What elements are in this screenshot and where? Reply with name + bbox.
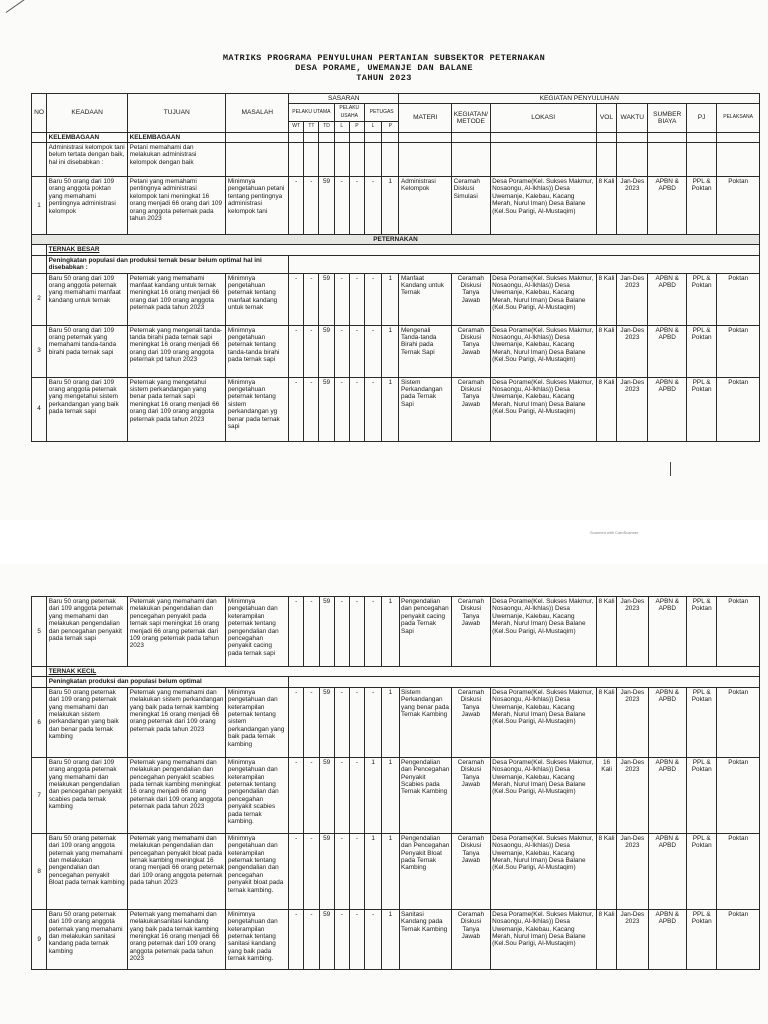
ternak-besar-intro-row (32, 255, 760, 273)
header-tujuan: TUJUAN (128, 94, 226, 133)
header-tt: TT (304, 122, 319, 132)
header-keadaan: KEADAAN (47, 94, 128, 133)
table-row: 3 Baru 50 orang dari 109 orang peternak yang memahami tanda-tanda birahi pada ternak sapi Peternak yang mengenali tanda-tanda birahi pada ternak sapi meningkat 16 orang menjadi 66 orang dari 109 orang anggota peternak pd tahun 2023 Minimnya pengetahuan peternak tentang tanda-tanda birahi pada ternak sapi - - 59 - - - 1 Mengenali Tanda-tanda Birahi pada Ternak Sapi Ceramah Diskusi Tanya Jawab Desa Porame(Kel. Sukses Makmur, Nosaongu, Al-Ikhlas)) Desa Uwemanje, Kalebau, Kacang Merah, Nurul Iman) Desa Balane (Kel.Sou Parigi, Al-Mustaqim) 8 Kali Jan-Des 2023 APBN & APBD PPL & Poktan Poktan (32, 325, 760, 377)
header-sumber-biaya: SUMBER BIAYA (648, 104, 686, 132)
header-petugas: PETUGAS (364, 104, 398, 122)
kelembagaan-intro-tujuan: Petani memahami dan melakukan administrasi kelompok dengan baik (128, 143, 226, 177)
scanner-watermark: Scanned with CamScanner (590, 530, 639, 535)
header-metode: KEGIATAN/ METODE (452, 104, 490, 132)
header-l-usaha: L (334, 122, 349, 132)
table-row: 1 Baru 50 orang dari 109 orang anggota poktan yang memahami pentingnya administrasi kelompok Petani yang memahami pentingnya administrasi kelompok tani meningkat 16 orang menjadi 66 orang dari 109 orang anggota peternak pada tahun 2023 Minimnya pengetahuan petani tentang pentingnya administrasi kelompok tani - - 59 - - - 1 Administrasi Kelompok Ceramah Diskusi Simulasi Desa Porame(Kel. Sukses Makmur, Nosaongu, Al-Ikhlas)) Desa Uwemanje, Kalebau, Kacang Merah, Nurul Iman) Desa Balane (Kel.Sou Parigi, Al-Mustaqim) 8 Kali Jan-Des 2023 APBN & APBD PPL & Poktan Poktan (32, 177, 760, 235)
kelembagaan-label-row (32, 132, 760, 142)
header-lokasi: LOKASI (490, 104, 596, 132)
header-row-1 (32, 94, 760, 104)
ternak-kecil-label: TERNAK KECIL (47, 667, 760, 677)
header-td: TD (319, 122, 334, 132)
ternak-besar-intro: Peningkatan populasi dan produksi ternak besar belum optimal hal ini disebabkan : (47, 255, 289, 273)
header-no: NO (32, 94, 47, 133)
ternak-kecil-row (32, 667, 760, 677)
header-sasaran: SASARAN (289, 94, 399, 104)
table-row: 9 Baru 50 orang peternak dari 109 orang anggota peternak yang memahami dan melakukan sanitasi kandang pada ternak kambing Peternak yang memahami dan melakukansanitasi kandang yang baik pada ternak kambing meningkat 16 orang menjadi 66 orang peternak dari 109 orang anggota peternak pada tahun 2023 Minimnya pengetahuan dan keterampilan peternak tentang sanitasi kandang yang baik pada ternak kambing. - - 59 - - - 1 Sanitasi Kandang pada Ternak Kambing Ceramah Diskusi Tanya Jawab Desa Porame(Kel. Sukses Makmur, Nosaongu, Al-Ikhlas)) Desa Uwemanje, Kalebau, Kacang Merah, Nurul Iman) Desa Balane (Kel.Sou Parigi, Al-Mustaqim) 8 Kali Jan-Des 2023 APBN & APBD PPL & Poktan Poktan (32, 909, 760, 969)
header-p-petugas: P (382, 122, 399, 132)
table-row: 6 Baru 50 orang peternak dari 109 orang peternak yang memahami dan melakukan sistem perkandangan yang baik dan benar pada ternak kambing Peternak yang memahami dan melakukan sistem perkandangan yang baik pada ternak kambing meningkat 16 orang menjadi 66 orang peternak dari 109 orang peternak pada tahun 2023 Minimnya pengetahuan dan keterampilan peternak tentang sistem perkandangan yang baik pada ternak kambing - - 59 - - - 1 Sistem Perkandangan yang benar pada Ternak Kambing Ceramah Diskusi Tanya Jawab Desa Porame(Kel. Sukses Makmur, Nosaongu, Al-Ikhlas)) Desa Uwemanje, Kalebau, Kacang Merah, Nurul Iman) Desa Balane (Kel.Sou Parigi, Al-Mustaqim) 8 Kali Jan-Des 2023 APBN & APBD PPL & Poktan Poktan (32, 687, 760, 757)
table-row: 7 Baru 50 orang dari 109 orang anggota peternak yang memahami dan melakukan pengendalian dan pencegahan penyakit scabies pada ternak kambing Peternak yang memahami dan melakukan pengendalian dan pencegahan penyakit scabies pada ternak kambing meningkat 16 orang menjadi 66 orang peternak dari 109 orang anggota peternak pada tahun 2023 Minimnya pengetahuan dan keterampilan peternak tentang pengendalian dan pencegahan penyakit scabies pada ternak kambing. - - 59 - - 1 1 Pengendalian dan Pencegahan Penyakit Scabies pada Ternak Kambing Ceramah Diskusi Tanya Jawab Desa Porame(Kel. Sukses Makmur, Nosaongu, Al-Ikhlas)) Desa Uwemanje, Kalebau, Kacang Merah, Nurul Iman) Desa Balane (Kel.Sou Parigi, Al-Mustaqim) 16 Kali Jan-Des 2023 APBN & APBD PPL & Poktan Poktan (32, 757, 760, 833)
page-gap (0, 520, 768, 564)
ternak-kecil-intro: Peningkatan produksi dan populasi belum optimal (47, 677, 289, 687)
header-pelaku-utama: PELAKU UTAMA (289, 104, 335, 122)
header-l-petugas: L (364, 122, 381, 132)
table-row: 5 Baru 50 orang peternak dari 109 anggota peternak yang memahami dan melakukan pengendalian dan pencegahan penyakit pada ternak sapi Peternak yang memahami dan melakukan pengendalian dan pencegahan penyakit pada ternak sapi meningkat 16 orang menjadi 66 orang peternak dari 109 orang peternak pada tahun 2023 Minimnya pengetahuan dan keterampilan peternak tentang pengendalian dan pencegahan penyakit cacing pada ternak sapi - - 59 - - - 1 Pengendalian dan pencegahan penyakit cacing pada Ternak Sapi Ceramah Diskusi Tanya Jawab Desa Porame(Kel. Sukses Makmur, Nosaongu, Al-Ikhlas)) Desa Uwemanje, Kalebau, Kacang Merah, Nurul Iman) Desa Balane (Kel.Sou Parigi, Al-Mustaqim) 8 Kali Jan-Des 2023 APBN & APBD PPL & Poktan Poktan (32, 597, 760, 667)
peternakan-band-row (32, 235, 760, 245)
document-title: MATRIKS PROGRAMA PENYULUHAN PERTANIAN SUBSEKTOR PETERNAKAN (222, 53, 546, 63)
header-materi: MATERI (399, 104, 452, 132)
peternakan-band: PETERNAKAN (32, 235, 760, 245)
header-wt: WT (289, 122, 304, 132)
table-row: 2 Baru 50 orang dari 109 orang anggota peternak yang memahami manfaat kandang untuk ternak Peternak yang memahami manfaat kandang untuk ternak meningkat 16 orang menjadi 66 orang dari 109 orang anggota peternak pada tahun 2023 Minimnya pengetahuan peternak tentang manfaat kandang untuk ternak - - 59 - - - 1 Manfaat Kandang untuk Ternak Ceramah Diskusi Tanya Jawab Desa Porame(Kel. Sukses Makmur, Nosaongu, Al-Ikhlas)) Desa Uwemanje, Kalebau, Kacang Merah, Nurul Iman) Desa Balane (Kel.Sou Parigi, Al-Mustaqim) 8 Kali Jan-Des 2023 APBN & APBD PPL & Poktan Poktan (32, 273, 760, 325)
ternak-besar-label: TERNAK BESAR (47, 245, 760, 255)
matrix-table-page-two (31, 596, 760, 970)
header-waktu: WAKTU (617, 104, 648, 132)
header-p-usaha: P (349, 122, 364, 132)
document-year: TAHUN 2023 (356, 73, 412, 83)
table-row: 8 Baru 50 orang peternak dari 109 orang anggota peternak yang memahami dan melakukan pengendalian dan pencegahan penyakit Bloat pada ternak kambing Peternak yang memahami dan melakukan pengendalian dan pencegahan penyakit bloat pada ternak kambing meningkat 16 orang menjadi 66 orang peternak dari 109 orang anggota peternak pada tahun 2023 Minimnya pengetahuan dan keterampilan peternak tentang pengendalian dan pencegahan penyakit bloat pada ternak kambing. - - 59 - - 1 1 Pengendalian dan Pencegahan Penyakit Bloat pada Ternak Kambing Ceramah Diskusi Tanya Jawab Desa Porame(Kel. Sukses Makmur, Nosaongu, Al-Ikhlas)) Desa Uwemanje, Kalebau, Kacang Merah, Nurul Iman) Desa Balane (Kel.Sou Parigi, Al-Mustaqim) 8 Kali Jan-Des 2023 APBN & APBD PPL & Poktan Poktan (32, 833, 760, 909)
kelembagaan-label: KELEMBAGAAN (47, 132, 128, 142)
header-vol: VOL (596, 104, 616, 132)
kelembagaan-intro-keadaan: Administrasi kelompok tani belum tertata dengan baik, hal ini disebabkan : (47, 143, 128, 177)
header-pelaku-usaha: PELAKU USAHA (334, 104, 364, 122)
header-kegiatan: KEGIATAN PENYULUHAN (399, 94, 760, 104)
header-pj: PJ (686, 104, 716, 132)
document-subtitle: DESA PORAME, UWEMANJE DAN BALANE (295, 63, 473, 73)
ternak-kecil-intro-row (32, 677, 760, 687)
matrix-table-page-one (31, 93, 760, 442)
kelembagaan-tujuan-label: KELEMBAGAAN (128, 132, 226, 142)
ternak-besar-row (32, 245, 760, 255)
kelembagaan-intro-row (32, 143, 760, 177)
pen-tick (670, 462, 671, 476)
table-row: 4 Baru 50 orang dari 109 orang anggota peternak yang mengetahui sistem perkandangan yang baik pada ternak sapi Peternak yang mengetahui sistem perkandangan yang benar pada ternak sapi meningkat 16 orang menjadi 66 orang dari 109 orang anggota peternak pada tahun 2023 Minimnya pengetahuan peternak tentang sistem perkandangan yg benar pada ternak sapi - - 59 - - - 1 Sistem Perkandangan pada Ternak Sapi Ceramah Diskusi Tanya Jawab Desa Porame(Kel. Sukses Makmur, Nosaongu, Al-Ikhlas)) Desa Uwemanje, Kalebau, Kacang Merah, Nurul Iman) Desa Balane (Kel.Sou Parigi, Al-Mustaqim) 8 Kali Jan-Des 2023 APBN & APBD PPL & Poktan Poktan (32, 377, 760, 441)
header-masalah: MASALAH (226, 94, 289, 133)
header-pelaksana: PELAKSANA (717, 104, 760, 132)
